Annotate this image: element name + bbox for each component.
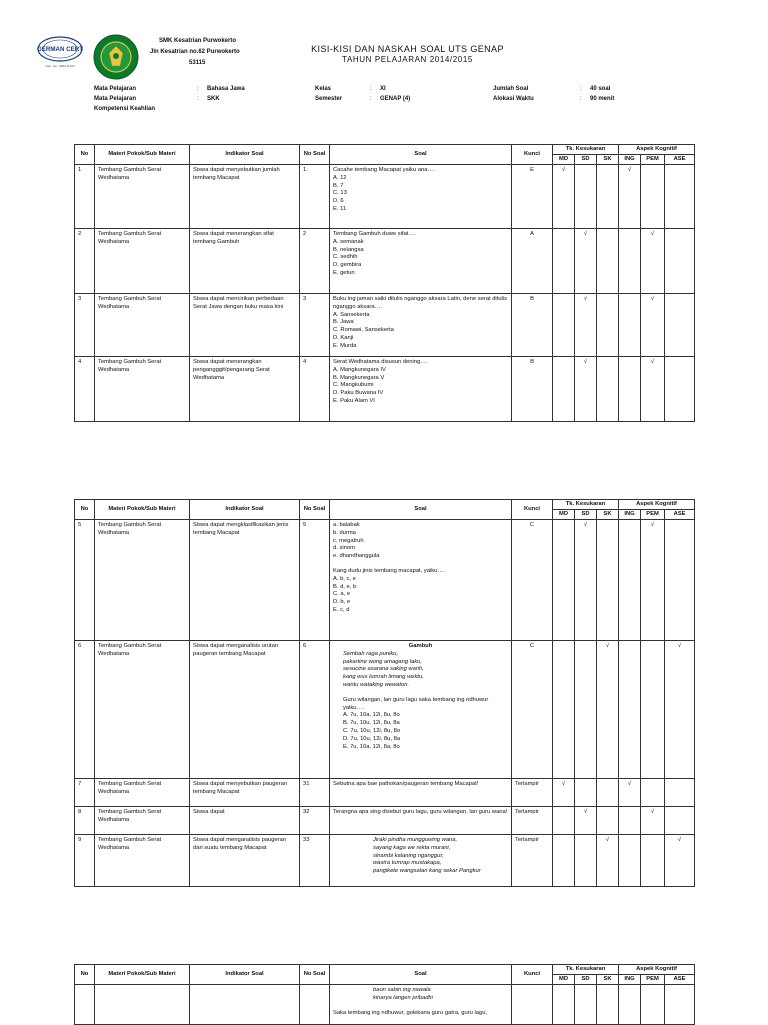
row-kunci: C	[512, 641, 553, 779]
row-kunci: B	[512, 294, 553, 357]
table-row	[75, 985, 695, 1025]
row-materi: Tembang Gambuh Serat Wedhatama	[95, 779, 190, 807]
th-sk: SK	[597, 510, 619, 520]
row-no: 3	[75, 294, 95, 357]
th-kunci: Kunci	[512, 145, 553, 165]
th-soal: Soal	[330, 145, 512, 165]
row-no-soal: 6	[300, 641, 330, 779]
option: B. d, e, b	[333, 583, 357, 590]
th-soal: Soal	[330, 500, 512, 520]
th-ing: ING	[619, 510, 641, 520]
row-no-soal: 1.	[300, 165, 330, 229]
check-mark: √	[575, 520, 597, 641]
row-materi: Tembang Gambuh Serat Wedhatama	[95, 357, 190, 422]
question-text: Cacahe tembang Macapat yaiku ana….	[333, 167, 435, 173]
th-kesukaran: Tk. Kesukaran	[553, 500, 619, 510]
poem-line: Jiraki pindha mungguwing wana,	[373, 837, 458, 843]
question-text: Serat Wedhatama disusun dening….	[333, 359, 428, 365]
row-no-soal: 5	[300, 520, 330, 641]
option: B. Mangkunegara V	[333, 374, 385, 381]
row-no: 8	[75, 807, 95, 835]
th-indikator: Indikator Soal	[190, 145, 300, 165]
th-no-soal: No Soal	[300, 145, 330, 165]
poem-line: pangikete wangsalan kang sekar Pangkur	[373, 868, 481, 875]
th-materi: Materi Pokok/Sub Materi	[95, 965, 190, 985]
row-indikator: Siswa dapat menerangkan pengangggit/pengarang Serat Wedhatama	[190, 357, 300, 422]
kisi-kisi-table-1	[74, 144, 695, 422]
table-row	[75, 779, 695, 807]
sep: :	[197, 86, 199, 92]
label-jumlah-soal: Jumlah Soal	[493, 86, 529, 92]
th-indikator: Indikator Soal	[190, 500, 300, 520]
poem-line: wastra tumrap mustakapa,	[373, 860, 442, 867]
th-ing: ING	[619, 975, 641, 985]
row-soal	[330, 357, 512, 422]
sep: :	[370, 86, 372, 92]
sep: :	[197, 96, 199, 102]
poem-title: Gambuh	[408, 643, 433, 649]
row-soal	[330, 835, 512, 887]
th-kognitif: Aspek Kognitif	[619, 145, 695, 155]
option: D. 7u, 10u, 12i, 8u, 8a	[343, 735, 401, 742]
th-kesukaran: Tk. Kesukaran	[553, 965, 619, 975]
row-soal: Terangna apa sing disebut guru lagu, guru wilangan, lan guru wana!	[330, 807, 512, 835]
table-row	[75, 835, 695, 887]
th-materi: Materi Pokok/Sub Materi	[95, 145, 190, 165]
table-row	[75, 229, 695, 294]
table-row	[75, 165, 695, 229]
row-indikator: Siswa dapat mencirikan perbedaan Serat Jawa dengan buku masa kini	[190, 294, 300, 357]
label-alokasi-waktu: Alokasi Waktu	[493, 96, 534, 102]
row-materi: Tembang Gambuh Serat Wedhatama	[95, 520, 190, 641]
poem-line: kang wus lumrah limang wektu,	[343, 674, 424, 681]
th-ase: ASE	[665, 510, 695, 520]
row-no: 4	[75, 357, 95, 422]
option: B. 7	[333, 182, 344, 189]
row-indikator: Siswa dapat menganalisis urutan paugeran tembang Macapat	[190, 641, 300, 779]
row-soal: Sebutna apa bae pathokan/paugeran tembang Macapat!	[330, 779, 512, 807]
check-mark: √	[641, 520, 665, 641]
option: E. Murda	[333, 342, 357, 349]
row-soal	[330, 165, 512, 229]
row-indikator: Siswa dapat mengklasifikasikan jenis tembang Macapat	[190, 520, 300, 641]
th-ing: ING	[619, 155, 641, 165]
label-kompetensi-keahlian: Kompetensi Keahlian	[94, 106, 156, 112]
list-item: c. megatruh	[333, 537, 364, 544]
option: D. gembira	[333, 262, 362, 269]
sep: :	[370, 96, 372, 102]
row-materi: Tembang Gambuh Serat Wedhatama	[95, 294, 190, 357]
row-no: 7	[75, 779, 95, 807]
row-kunci: Terlampir	[512, 779, 553, 807]
option: C. 13	[333, 190, 347, 197]
logo-subtext: Cert. No.: 9b02-0-234	[45, 64, 75, 68]
poem-line: sinambi kalaning nganggur,	[373, 852, 444, 859]
label-kelas: Kelas	[315, 86, 332, 92]
sep: :	[580, 86, 582, 92]
th-no-soal: No Soal	[300, 965, 330, 985]
th-pem: PEM	[641, 975, 665, 985]
poem-line: wantu wataking wewaton.	[343, 681, 410, 688]
school-name: SMK Kesatrian Purwokerto	[159, 38, 237, 44]
th-soal: Soal	[330, 965, 512, 985]
row-no-soal: 3	[300, 294, 330, 357]
row-soal	[330, 985, 512, 1025]
value-alokasi-waktu: 90 menit	[590, 96, 615, 102]
row-kunci: Terlampir	[512, 807, 553, 835]
option: B. nelangsa	[333, 246, 364, 253]
row-no: 2	[75, 229, 95, 294]
poem-line: sayang kaga we rekta murani,	[373, 844, 451, 851]
row-kunci: A	[512, 229, 553, 294]
check-mark: √	[597, 835, 619, 887]
option: D. Paku Buwana IV	[333, 390, 384, 397]
check-mark: √	[641, 807, 665, 835]
document-title: KISI-KISI DAN NASKAH SOAL UTS GENAP	[311, 44, 504, 54]
kisi-kisi-table-2	[74, 499, 695, 887]
option: E. 7u, 10a, 12i, 8a, 8o	[343, 743, 400, 750]
option: B. 7u, 10u, 12i, 8u, 8a	[343, 720, 400, 727]
row-kunci: E	[512, 165, 553, 229]
check-mark: √	[641, 294, 665, 357]
option: D. Kanji	[333, 334, 354, 341]
row-indikator: Siswa dapat	[190, 807, 300, 835]
option: A. b, c, e	[333, 575, 356, 582]
option: E. Paku Alam VI	[333, 397, 375, 404]
row-no: 6	[75, 641, 95, 779]
th-sd: SD	[575, 975, 597, 985]
th-kognitif: Aspek Kognitif	[619, 965, 695, 975]
poem-line: Sembah raga puniku,	[343, 650, 399, 657]
th-sd: SD	[575, 155, 597, 165]
th-kunci: Kunci	[512, 965, 553, 985]
check-mark: √	[665, 641, 695, 779]
poem-line: sesucine asarana saking warih,	[343, 666, 424, 673]
th-pem: PEM	[641, 510, 665, 520]
row-materi: Tembang Gambuh Serat Wedhatama	[95, 641, 190, 779]
row-indikator: Siswa dapat menyebutkan paugeran tembang Macapat	[190, 779, 300, 807]
th-pem: PEM	[641, 155, 665, 165]
school-logo	[90, 33, 142, 81]
option: D. b, e	[333, 599, 351, 606]
table-row	[75, 357, 695, 422]
option: C. 7u, 10u, 12i, 8u, 8o	[343, 727, 401, 734]
label-semester: Semester	[315, 96, 343, 102]
th-md: MD	[553, 155, 575, 165]
row-no-soal: 32	[300, 807, 330, 835]
check-mark: √	[641, 229, 665, 294]
th-sk: SK	[597, 975, 619, 985]
check-mark: √	[619, 779, 641, 807]
label-mata-pelajaran: Mata Pelajaran	[94, 86, 137, 92]
row-no-soal: 33	[300, 835, 330, 887]
german-cert-logo	[34, 34, 86, 74]
logo-text: GERMAN CERT	[36, 46, 84, 53]
th-indikator: Indikator Soal	[190, 965, 300, 985]
value-jumlah-soal: 40 soal	[590, 86, 611, 92]
school-address: Jln Kesatrian no.62 Purwokerto	[150, 49, 240, 55]
row-materi: Tembang Gambuh Serat Wedhatama	[95, 835, 190, 887]
question-text: Buku ing jaman saiki ditulis nganggo aksara Latin, dene serat ditulis nganggo aksara….	[333, 296, 508, 310]
th-no-soal: No Soal	[300, 500, 330, 520]
check-mark: √	[575, 229, 597, 294]
check-mark: √	[553, 165, 575, 229]
check-mark: √	[665, 835, 695, 887]
label-mata-pelajaran-2: Mata Pelajaran	[94, 96, 137, 102]
row-soal	[330, 229, 512, 294]
check-mark: √	[575, 294, 597, 357]
option: A. 12	[333, 174, 347, 181]
row-no: 5	[75, 520, 95, 641]
row-materi: Tembang Gambuh Serat Wedhatama	[95, 807, 190, 835]
row-soal	[330, 294, 512, 357]
row-no: 9	[75, 835, 95, 887]
th-md: MD	[553, 510, 575, 520]
value-semester: GENAP (4)	[380, 96, 411, 102]
list-item: b. durma	[333, 529, 356, 536]
school-postcode: 53115	[189, 60, 206, 66]
row-kunci: B	[512, 357, 553, 422]
option: C. Mangkubumi	[333, 382, 374, 389]
th-no: No	[75, 500, 95, 520]
table-row	[75, 807, 695, 835]
value-mata-pelajaran: Bahasa Jawa	[207, 86, 245, 92]
sep: :	[580, 96, 582, 102]
row-indikator: Siswa dapat menyebutkan jumlah tembang Macapat	[190, 165, 300, 229]
kisi-kisi-table-3	[74, 964, 695, 1025]
th-kognitif: Aspek Kognitif	[619, 500, 695, 510]
row-indikator: Siswa dapat menerangkan sifat tembang Gambuh	[190, 229, 300, 294]
check-mark: √	[597, 641, 619, 779]
th-kunci: Kunci	[512, 500, 553, 520]
check-mark: √	[575, 807, 597, 835]
row-materi: Tembang Gambuh Serat Wedhatama	[95, 165, 190, 229]
row-no-soal: 31	[300, 779, 330, 807]
th-no: No	[75, 965, 95, 985]
row-no: 1	[75, 165, 95, 229]
poem-line: baon sabin ing nawala	[373, 987, 431, 993]
row-soal	[330, 641, 512, 779]
option: E. 11	[333, 205, 347, 212]
question-text: Guru wilangan, lan guru lagu saka tembang ing ndhuwur yaiku….	[343, 696, 489, 711]
table-row	[75, 520, 695, 641]
row-materi: Tembang Gambuh Serat Wedhatama	[95, 229, 190, 294]
check-mark: √	[553, 779, 575, 807]
option: B. Jawa	[333, 319, 354, 326]
row-no-soal: 4	[300, 357, 330, 422]
option: C. sedhih	[333, 254, 358, 261]
poem-line: kinarya langen pribadhi	[373, 994, 433, 1001]
question-text: Saka tembang ing ndhuwur, golekana guru gatra, guru lagu,	[333, 1009, 488, 1016]
document-subtitle: TAHUN PELAJARAN 2014/2015	[342, 55, 473, 64]
check-mark: √	[575, 357, 597, 422]
row-indikator: Siswa dapat menganalisis paugeran dari suatu tembang Macapat	[190, 835, 300, 887]
check-mark: √	[619, 165, 641, 229]
row-kunci: C	[512, 520, 553, 641]
th-sk: SK	[597, 155, 619, 165]
list-item: a. balabak	[333, 522, 360, 528]
row-soal	[330, 520, 512, 641]
list-item: d. sinom	[333, 545, 355, 552]
option: A. 7u, 10a, 12i, 8u, 8o	[343, 712, 400, 719]
check-mark: √	[641, 357, 665, 422]
poem-line: pakartine wong amagang laku,	[343, 658, 422, 665]
option: A. semanak	[333, 238, 364, 245]
th-materi: Materi Pokok/Sub Materi	[95, 500, 190, 520]
value-kelas: XI	[380, 86, 386, 92]
value-mata-pelajaran-2: SKK	[207, 96, 220, 102]
th-sd: SD	[575, 510, 597, 520]
question-text: Kang dudu jinis tembang macapat, yaiku….	[333, 567, 445, 574]
option: E. c, d	[333, 606, 350, 613]
option: C. Romawi, Sansekerta	[333, 327, 394, 334]
option: A. Mangkunegara IV	[333, 366, 386, 373]
table-row	[75, 641, 695, 779]
th-ase: ASE	[665, 155, 695, 165]
table-row	[75, 294, 695, 357]
question-text: Tembang Gambuh duwe sifat….	[333, 231, 416, 237]
option: A. Sansekerta	[333, 311, 370, 318]
th-kesukaran: Tk. Kesukaran	[553, 145, 619, 155]
option: E. getun	[333, 269, 355, 276]
th-no: No	[75, 145, 95, 165]
row-kunci: Terlampir	[512, 835, 553, 887]
row-no-soal: 2	[300, 229, 330, 294]
option: D. 6	[333, 198, 344, 205]
list-item: e. dhandhanggula	[333, 553, 380, 560]
option: C. a, e	[333, 591, 351, 598]
th-ase: ASE	[665, 975, 695, 985]
th-md: MD	[553, 975, 575, 985]
